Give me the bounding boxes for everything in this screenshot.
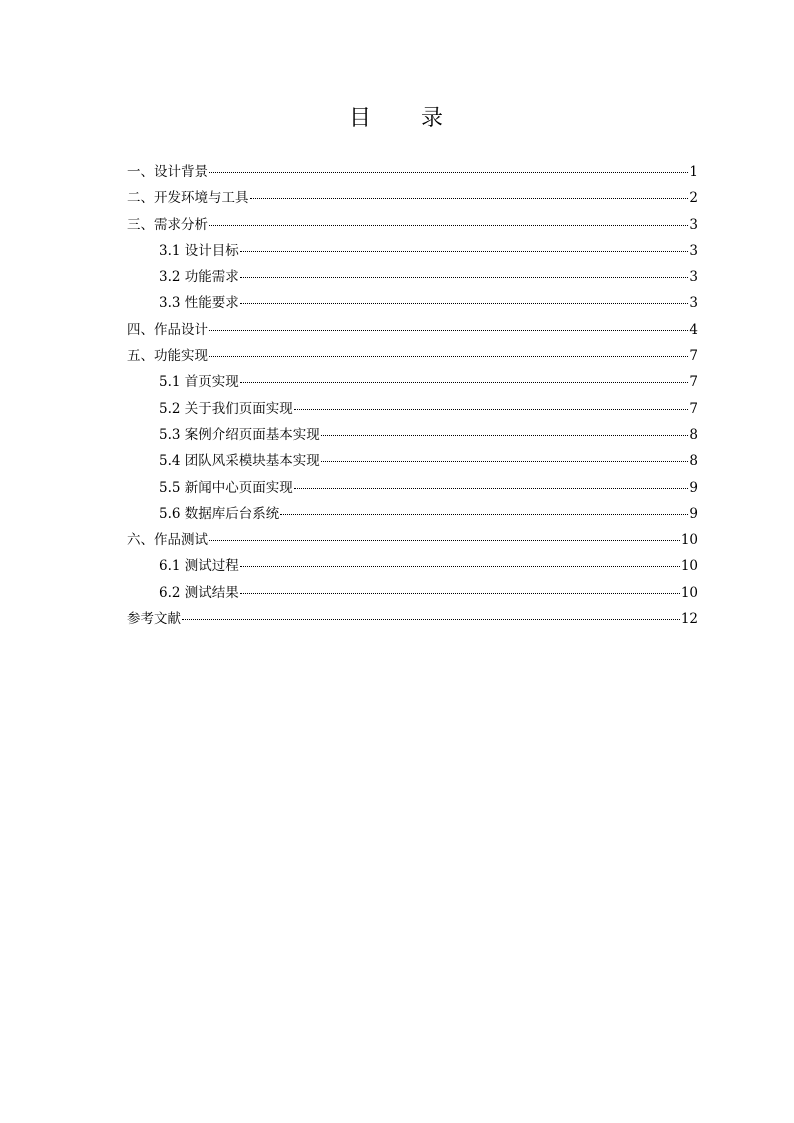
- toc-entry-page-number: 3: [689, 242, 698, 259]
- toc-entry[interactable]: [127, 185, 698, 211]
- toc-entry-label: 6.2 测试结果: [159, 584, 239, 601]
- toc-entry[interactable]: [127, 212, 698, 238]
- toc-entry-label: 一、设计背景: [127, 164, 208, 180]
- dot-leader: [240, 566, 680, 567]
- dot-leader: [209, 540, 680, 541]
- toc-entry-page-number: 9: [689, 479, 698, 496]
- toc-entry-page-number: 10: [680, 532, 698, 549]
- dot-leader: [182, 619, 680, 620]
- toc-entry-label: 3.3 性能要求: [159, 295, 239, 312]
- toc-entry[interactable]: [127, 448, 698, 474]
- toc-entry-page-number: 7: [689, 348, 698, 365]
- toc-entry[interactable]: [127, 238, 698, 264]
- toc-entry-page-number: 3: [689, 269, 698, 286]
- toc-entry-page-number: 12: [680, 611, 698, 628]
- toc-entry-page-number: 8: [689, 426, 698, 443]
- toc-entry-label: 3.1 设计目标: [159, 242, 239, 259]
- dot-leader: [294, 409, 689, 410]
- toc-entry-page-number: 7: [689, 400, 698, 417]
- toc-entry-label: 5.3 案例介绍页面基本实现: [159, 426, 320, 443]
- toc-entry-page-number: 3: [689, 216, 698, 233]
- toc-entry-label: 二、开发环境与工具: [127, 190, 249, 207]
- toc-entry-page-number: 10: [680, 558, 698, 575]
- dot-leader: [321, 435, 689, 436]
- dot-leader: [209, 172, 688, 173]
- toc-entry[interactable]: [127, 317, 698, 343]
- toc-entry[interactable]: [127, 501, 698, 527]
- toc-entry[interactable]: [127, 159, 698, 185]
- dot-leader: [240, 277, 689, 278]
- toc-entry-page-number: 7: [689, 374, 698, 391]
- toc-entry-label: 5.2 关于我们页面实现: [159, 400, 293, 417]
- toc-entry[interactable]: [127, 290, 698, 316]
- toc-entry-label: 四、作品设计: [127, 321, 208, 338]
- toc-entry-page-number: 1: [689, 164, 698, 180]
- dot-leader: [209, 225, 688, 226]
- page-title: 目 录: [348, 106, 445, 131]
- toc-entry-label: 五、功能实现: [127, 348, 208, 365]
- dot-leader: [250, 198, 689, 199]
- dot-leader: [240, 382, 689, 383]
- toc-entry-page-number: 9: [689, 505, 698, 522]
- toc-entry-label: 六、作品测试: [127, 532, 208, 549]
- dot-leader: [294, 488, 689, 489]
- toc-entry-label: 三、需求分析: [127, 216, 208, 233]
- toc-entry-page-number: 3: [689, 295, 698, 312]
- toc-entry[interactable]: [127, 527, 698, 553]
- toc-entry-label: 5.1 首页实现: [159, 374, 239, 391]
- toc-entry-page-number: 10: [680, 584, 698, 601]
- toc-entry[interactable]: [127, 553, 698, 579]
- toc-entry[interactable]: [127, 475, 698, 501]
- toc-entry[interactable]: [127, 264, 698, 290]
- toc-entry-label: 5.5 新闻中心页面实现: [159, 479, 293, 496]
- toc-entry-label: 5.6 数据库后台系统: [159, 505, 280, 522]
- toc-entry[interactable]: [127, 580, 698, 606]
- toc-entry-page-number: 2: [689, 190, 698, 207]
- dot-leader: [240, 593, 680, 594]
- toc-entry[interactable]: [127, 343, 698, 369]
- dot-leader: [240, 303, 689, 304]
- toc-entry-label: 参考文献: [127, 611, 181, 628]
- toc-entry[interactable]: [127, 369, 698, 395]
- dot-leader: [280, 514, 688, 515]
- dot-leader: [209, 330, 688, 331]
- toc-entry-label: 5.4 团队风采模块基本实现: [159, 453, 320, 470]
- toc-entry-page-number: 8: [689, 453, 698, 470]
- table-of-contents: [127, 159, 698, 632]
- toc-entry[interactable]: [127, 396, 698, 422]
- toc-entry-page-number: 4: [689, 321, 698, 338]
- toc-entry[interactable]: [127, 422, 698, 448]
- dot-leader: [240, 251, 689, 252]
- dot-leader: [209, 356, 688, 357]
- dot-leader: [321, 461, 689, 462]
- toc-entry-label: 3.2 功能需求: [159, 269, 239, 286]
- toc-entry-label: 6.1 测试过程: [159, 558, 239, 575]
- toc-entry[interactable]: [127, 606, 698, 632]
